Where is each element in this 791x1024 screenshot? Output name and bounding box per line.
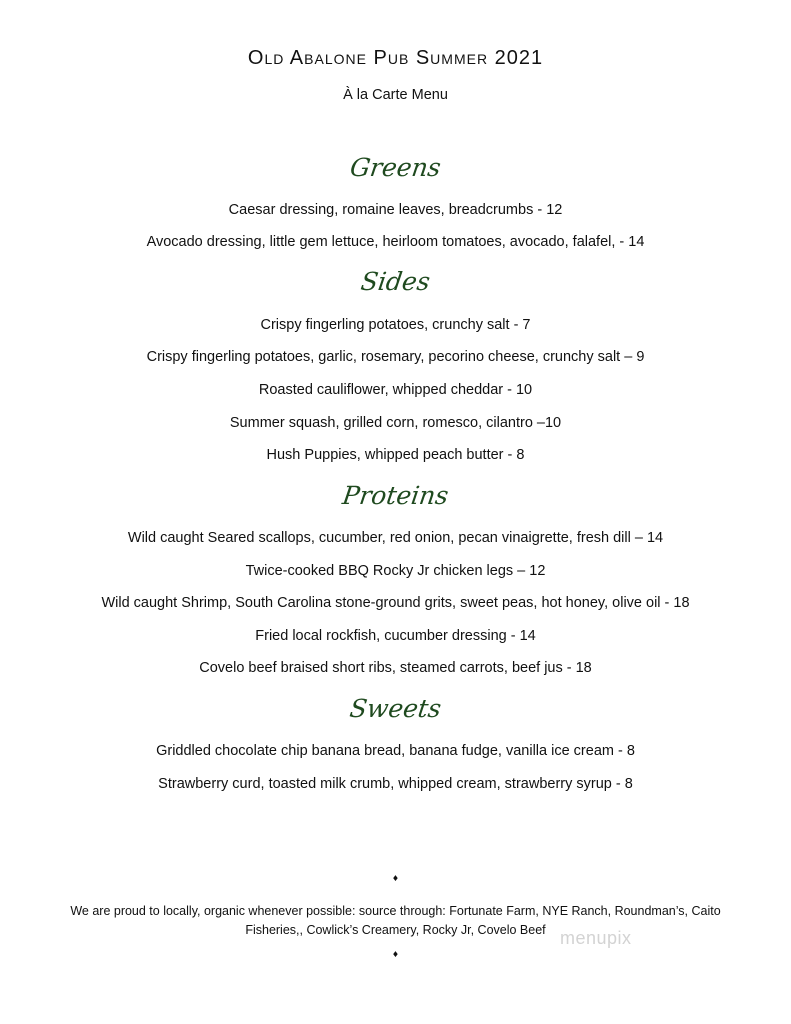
menu-item: Roasted cauliflower, whipped cheddar - 10 xyxy=(258,382,533,398)
section-heading-greens: Greens xyxy=(348,153,443,182)
sourcing-note: We are proud to locally, organic whenever possible: source through: Fortunate Farm, NYE Ranch, Roundman’s, Caito Fisheries,, Cowlick’s Creamery, Rocky Jr, Covelo Beef xyxy=(70,904,721,937)
section-heading-sweets: Sweets xyxy=(347,694,444,723)
menu-title: Old Abalone Pub Summer 2021 xyxy=(247,47,544,69)
menu-item: Summer squash, grilled corn, romesco, cilantro –10 xyxy=(229,415,562,431)
divider-diamond-bottom: ♦ xyxy=(391,950,400,959)
menu-item: Twice-cooked BBQ Rocky Jr chicken legs – 12 xyxy=(245,563,546,579)
menu-item: Wild caught Seared scallops, cucumber, red onion, pecan vinaigrette, fresh dill – 14 xyxy=(127,530,664,546)
menu-item: Caesar dressing, romaine leaves, breadcrumbs - 12 xyxy=(228,202,563,218)
menu-item: Hush Puppies, whipped peach butter - 8 xyxy=(266,447,525,463)
menu-item: Avocado dressing, little gem lettuce, heirloom tomatoes, avocado, falafel, - 14 xyxy=(146,234,645,250)
menu-item: Strawberry curd, toasted milk crumb, whipped cream, strawberry syrup - 8 xyxy=(158,776,633,792)
menu-item: Crispy fingerling potatoes, crunchy salt - 7 xyxy=(260,317,531,333)
menu-item: Crispy fingerling potatoes, garlic, rosemary, pecorino cheese, crunchy salt – 9 xyxy=(146,349,645,365)
menu-item: Griddled chocolate chip banana bread, banana fudge, vanilla ice cream - 8 xyxy=(156,743,635,759)
section-heading-sides: Sides xyxy=(359,267,432,296)
menu-item: Fried local rockfish, cucumber dressing - 14 xyxy=(255,628,536,644)
menu-subtitle: À la Carte Menu xyxy=(343,87,448,103)
menu-item: Wild caught Shrimp, South Carolina stone-ground grits, sweet peas, hot honey, olive oil - 18 xyxy=(101,595,690,611)
menu-item: Covelo beef braised short ribs, steamed carrots, beef jus - 18 xyxy=(199,660,592,676)
divider-diamond-top: ♦ xyxy=(391,874,400,883)
watermark-logo: menupix xyxy=(560,928,632,948)
section-heading-proteins: Proteins xyxy=(340,481,451,510)
